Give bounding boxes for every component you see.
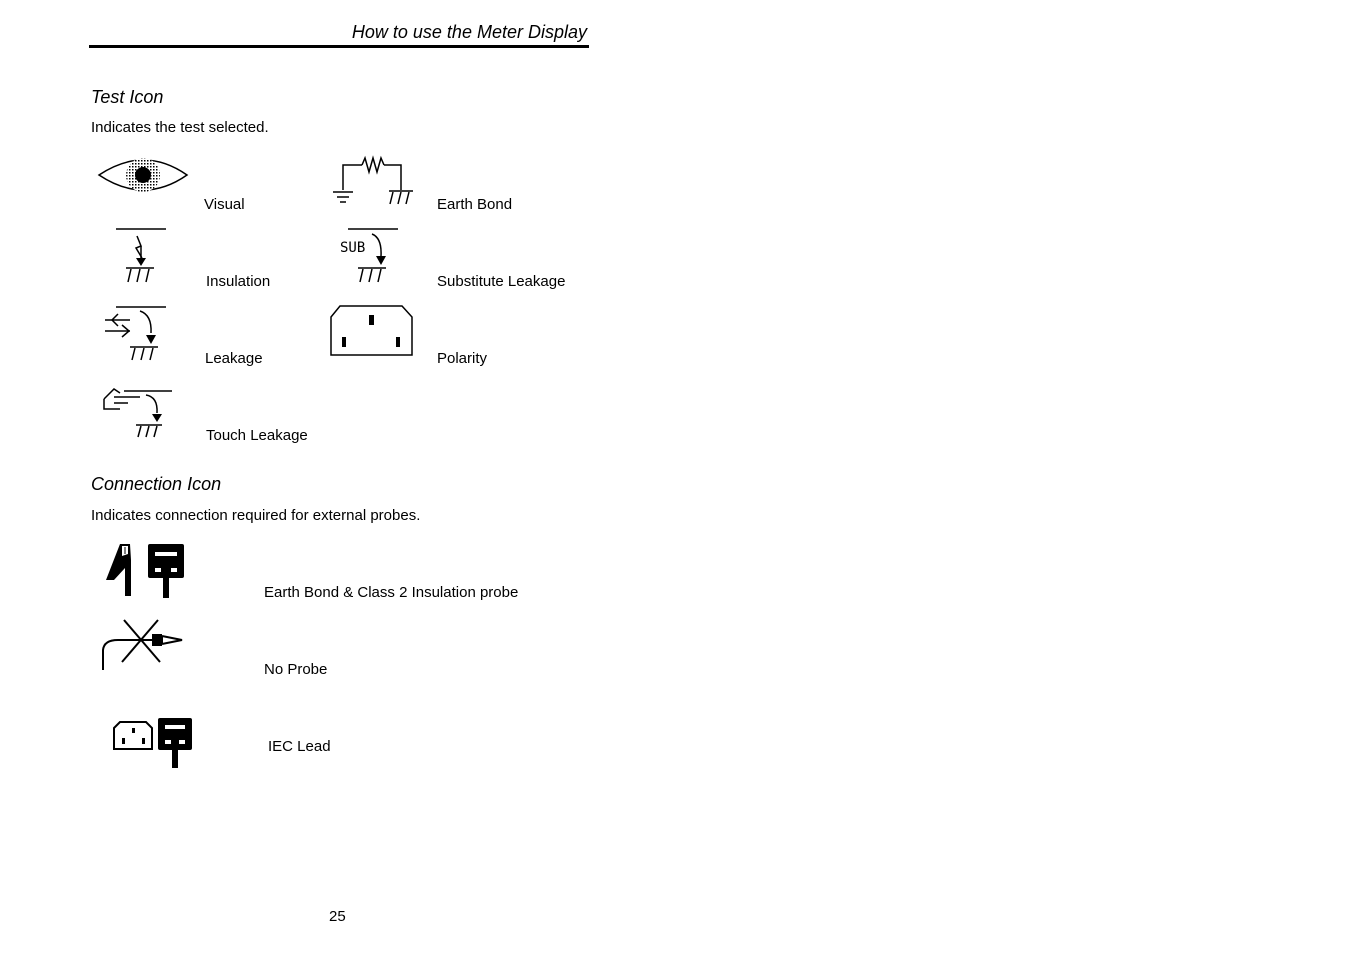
label-insulation: Insulation: [206, 273, 271, 290]
iec-lead-icon: [110, 712, 202, 770]
sub-icon-text: SUB: [340, 240, 366, 256]
label-substitute-leakage: Substitute Leakage: [437, 273, 566, 290]
label-touch-leakage: Touch Leakage: [206, 427, 308, 444]
test-icon-heading: Test Icon: [91, 87, 164, 107]
earth-bond-icon: [330, 150, 420, 208]
substitute-leakage-icon: [334, 226, 404, 286]
insulation-icon: [110, 226, 172, 286]
label-earth-bond-class2: Earth Bond & Class 2 Insulation probe: [264, 584, 519, 601]
label-earth-bond: Earth Bond: [437, 196, 513, 213]
label-leakage: Leakage: [205, 350, 263, 367]
no-probe-icon: [98, 614, 190, 674]
clip-and-plug-icon: [100, 540, 192, 602]
label-no-probe: No Probe: [264, 661, 328, 678]
connection-icon-heading: Connection Icon: [91, 474, 222, 494]
leakage-icon: [100, 303, 172, 363]
connection-icon-description: Indicates connection required for external probes.: [91, 507, 421, 524]
page-header-title: How to use the Meter Display: [351, 22, 587, 42]
label-polarity: Polarity: [437, 350, 488, 367]
page-number: 25: [329, 908, 346, 925]
test-icon-description: Indicates the test selected.: [91, 119, 269, 136]
touch-leakage-icon: [98, 385, 176, 441]
label-visual: Visual: [204, 196, 245, 213]
label-iec-lead: IEC Lead: [268, 738, 331, 755]
header-rule: [89, 45, 589, 48]
polarity-socket-icon: [328, 303, 416, 359]
eye-icon: [96, 148, 192, 206]
